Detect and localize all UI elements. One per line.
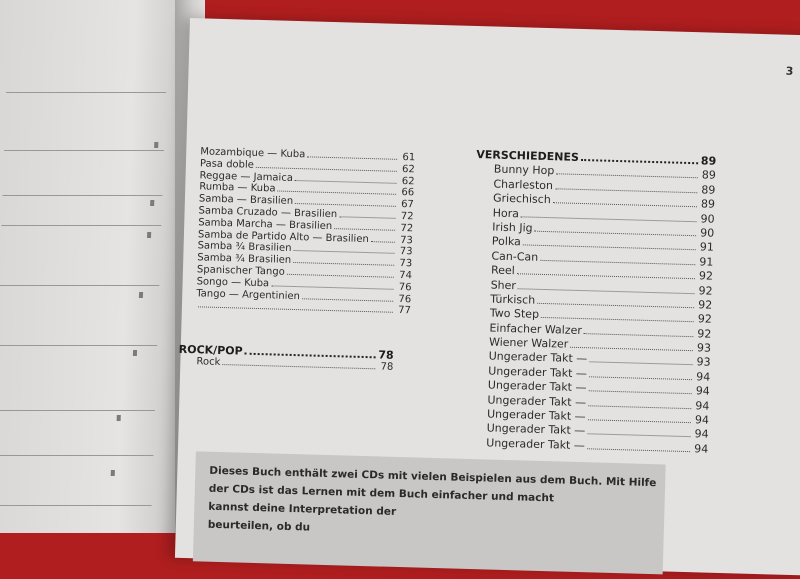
toc-entry-page: 92 <box>698 269 714 283</box>
section-heading-label: ROCK/POP <box>178 342 243 358</box>
toc-column-left <box>196 146 416 317</box>
toc-entry-label: Songo — Kuba <box>196 276 270 290</box>
toc-entry-page: 66 <box>401 187 415 199</box>
toc-entry-label: Ungerader Takt — <box>488 349 588 366</box>
toc-entry-label: Spanischer Tango <box>196 264 285 278</box>
left-page-mark <box>150 200 154 206</box>
toc-entry-page: 94 <box>693 442 709 456</box>
left-page-text-line <box>2 195 162 196</box>
toc-entry-page: 89 <box>701 183 716 197</box>
toc-entry-page: 92 <box>698 298 713 312</box>
info-box-line: der CDs ist das Lernen mit dem Buch einfacher und macht <box>208 482 555 505</box>
toc-entry-page: 94 <box>695 384 710 398</box>
page-number: 3 <box>785 64 794 78</box>
info-box-line: kannst deine Interpretation der <box>208 500 397 518</box>
toc-entry-label: Polka <box>491 234 522 249</box>
left-page-text-line <box>0 455 153 456</box>
toc-entry-label: Rock <box>196 356 221 368</box>
dot-leader <box>293 249 394 254</box>
left-page-text-line <box>0 410 155 411</box>
left-page-mark <box>117 415 121 421</box>
dot-leader <box>589 375 692 380</box>
dot-leader <box>588 390 691 395</box>
toc-entry-label: Griechisch <box>492 191 551 207</box>
toc-entry-label: Ungerader Takt — <box>486 436 586 453</box>
toc-entry-label: Reggae — Jamaica <box>199 169 294 184</box>
toc-entry-page: 78 <box>380 361 394 373</box>
dot-leader <box>518 287 695 294</box>
left-page-text-line <box>0 345 157 346</box>
left-page-text-line <box>1 225 161 226</box>
dot-leader <box>541 316 694 322</box>
dot-leader <box>523 244 696 251</box>
toc-entry-label: Samba de Partido Alto — Brasilien <box>197 228 369 245</box>
dot-leader <box>534 230 696 237</box>
dot-leader <box>339 215 395 219</box>
dot-leader <box>584 332 694 337</box>
toc-entry-label: Mozambique — Kuba <box>200 146 306 161</box>
toc-entry-page: 73 <box>399 258 413 270</box>
toc-entry-page: 89 <box>701 168 716 183</box>
toc-entry-page: 91 <box>699 255 714 269</box>
toc-entry-page: 94 <box>694 413 710 427</box>
dot-leader <box>293 261 394 266</box>
toc-entry-page: 62 <box>401 175 415 187</box>
info-box-line: beurteilen, ob du <box>207 518 311 534</box>
toc-entry-page: 77 <box>398 305 412 317</box>
toc-entry-label: Ungerader Takt — <box>487 393 587 409</box>
toc-entry-label: Tango — Argentinien <box>196 287 301 302</box>
toc-entry-page: 91 <box>699 240 714 255</box>
toc-entry-page: 92 <box>698 283 713 298</box>
toc-entry-page: 92 <box>697 326 712 341</box>
toc-entry-label: Samba Cruzado — Brasilien <box>198 205 338 221</box>
toc-entry-page: 93 <box>696 355 711 370</box>
dot-leader <box>589 361 692 366</box>
dot-leader <box>256 166 397 172</box>
toc-entry-page: 90 <box>700 226 715 240</box>
toc-entry-label: Can-Can <box>491 249 539 264</box>
left-page-mark <box>133 350 137 356</box>
toc-entry-label: Ungerader Takt — <box>487 378 587 395</box>
misc-entries <box>468 162 716 456</box>
toc-entry-label: Reel <box>490 263 515 278</box>
toc-entry-label: Ungerader Takt — <box>488 364 588 381</box>
dot-leader <box>555 187 698 193</box>
dot-leader <box>521 215 697 222</box>
toc-entry-label: Charleston <box>493 177 554 192</box>
toc-entry-label: Türkisch <box>490 292 536 307</box>
toc-entry-page: 61 <box>402 151 416 164</box>
left-page-mark <box>111 470 115 476</box>
dot-leader <box>587 433 690 438</box>
toc-entry-page: 62 <box>401 163 416 176</box>
right-page <box>175 18 800 576</box>
toc-section-misc <box>468 148 716 457</box>
toc-entry-label: Two Step <box>489 306 540 322</box>
toc-entry-label: Rumba — Kuba <box>199 181 276 195</box>
dot-leader <box>302 297 393 302</box>
left-page-text-line <box>0 285 159 286</box>
toc-entry-page: 74 <box>399 269 413 282</box>
dot-leader <box>553 201 697 207</box>
dot-leader <box>556 173 698 179</box>
toc-entry-page: 73 <box>399 246 413 258</box>
dot-leader <box>198 306 393 313</box>
left-page-text-line <box>6 92 166 93</box>
toc-entry-label: Ungerader Takt — <box>486 421 586 438</box>
dot-leader <box>570 346 693 351</box>
toc-entry-label: Samba — Brasilien <box>198 193 294 208</box>
toc-entry-label: Wiener Walzer <box>488 335 569 351</box>
info-box-line: Dieses Buch enthält zwei CDs mit vielen Beispielen aus dem Buch. Mit Hilfe <box>209 464 657 490</box>
dot-leader <box>277 190 396 195</box>
dot-leader <box>587 447 690 452</box>
toc-entry-label: Hora <box>492 206 520 220</box>
toc-entry-label: Ungerader Takt — <box>486 407 586 424</box>
dot-leader <box>540 259 695 265</box>
toc-entry-label: Sher <box>490 278 517 292</box>
dot-leader <box>371 240 395 243</box>
toc-entry-page: 73 <box>399 234 414 246</box>
left-page-mark <box>139 292 143 298</box>
toc-entry-page: 94 <box>694 427 709 442</box>
dot-leader <box>222 363 375 369</box>
info-box <box>193 451 666 574</box>
toc-entry-page: 93 <box>696 341 712 355</box>
toc-entry-label: Bunny Hop <box>493 162 555 178</box>
toc-entry-label: Samba ¾ Brasilien <box>197 240 292 255</box>
section-heading-page: 89 <box>700 154 717 168</box>
toc-entry-page: 90 <box>700 211 715 226</box>
left-page-mark <box>154 142 158 148</box>
left-page-text-line <box>4 150 164 151</box>
left-page-text-line <box>0 505 152 506</box>
toc-entry-page: 76 <box>398 293 412 305</box>
toc-entry-page: 94 <box>696 370 711 384</box>
dot-leader <box>537 302 694 308</box>
toc-entry-label: Pasa doble <box>199 158 255 171</box>
toc-entry-label: Einfacher Walzer <box>489 321 583 337</box>
toc-entry-page: 76 <box>398 281 412 294</box>
dot-leader <box>517 272 695 279</box>
left-page <box>0 0 194 533</box>
toc-entry-label: Samba ¾ Brasilien <box>197 252 292 267</box>
section-heading-label: VERSCHIEDENES <box>476 148 580 164</box>
dot-leader <box>588 418 691 423</box>
dot-leader <box>334 227 395 231</box>
left-page-mark <box>147 232 151 238</box>
toc-entry-page: 92 <box>697 312 712 326</box>
dot-leader <box>287 273 394 278</box>
toc-entry-page: 94 <box>695 398 710 413</box>
dot-leader <box>271 284 394 289</box>
toc-entry-page: 89 <box>700 197 716 211</box>
dot-leader <box>295 179 397 184</box>
toc-entry-page: 72 <box>400 210 414 223</box>
toc-entry-page: 67 <box>400 199 415 211</box>
dot-leader <box>307 155 397 160</box>
dot-leader <box>581 158 698 164</box>
dot-leader <box>588 404 691 409</box>
toc-section-rock <box>178 344 394 374</box>
dot-leader <box>295 202 396 207</box>
toc-entry-label: Samba Marcha — Brasilien <box>198 217 333 232</box>
toc-entry-page: 72 <box>400 222 414 235</box>
section-heading-page: 78 <box>378 348 394 362</box>
toc-entry-label: Irish Jig <box>492 220 533 235</box>
